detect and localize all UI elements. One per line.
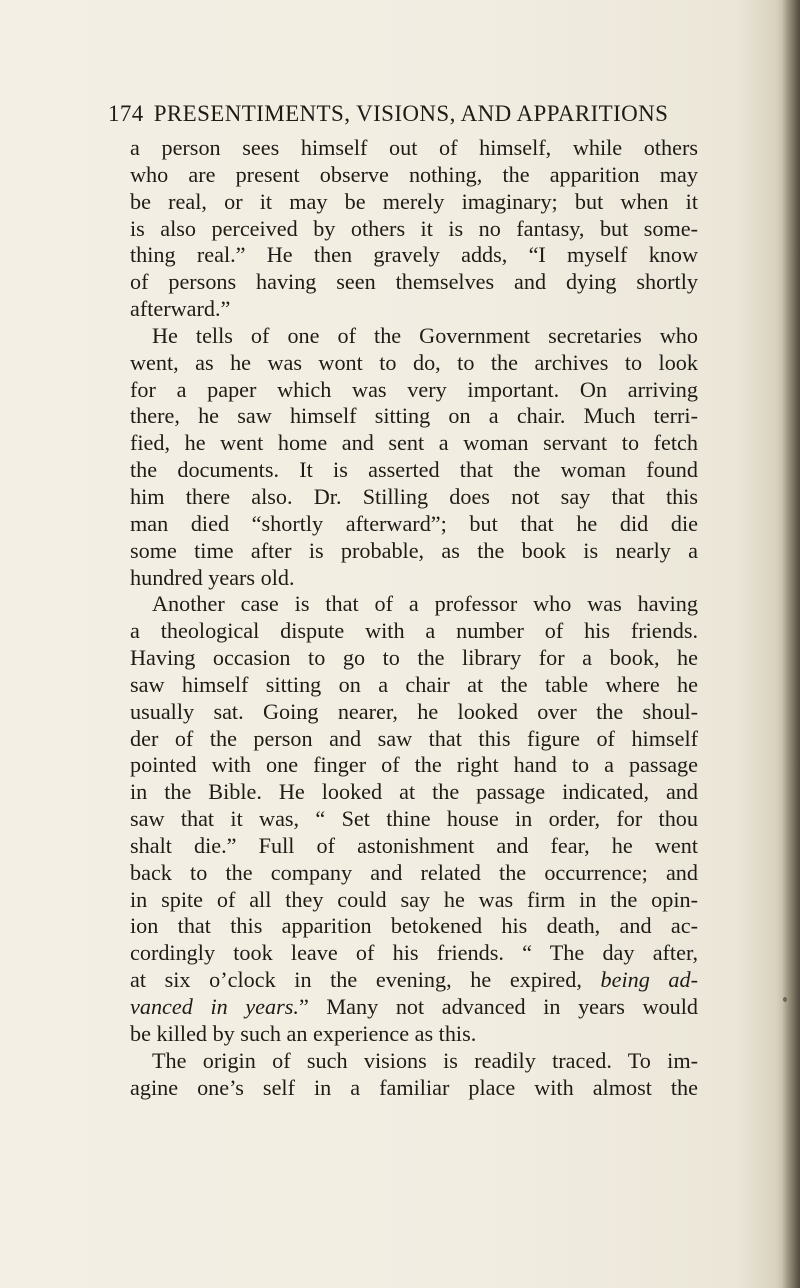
text-line: back to the company and related the occurrence; and xyxy=(130,859,698,885)
text-line: who are present observe nothing, the apparition may xyxy=(130,161,698,187)
text-line: man died “shortly afterward”; but that he did die xyxy=(130,510,698,536)
text-line: saw that it was, “ Set thine house in order, for thou xyxy=(130,806,698,832)
paper-speck xyxy=(783,997,787,1002)
text-line: fied, he went home and sent a woman servant to fetch xyxy=(130,430,698,456)
text-line: is also perceived by others it is no fantasy, but some- xyxy=(130,215,698,241)
text-line: be killed by such an experience as this. xyxy=(130,1020,477,1046)
text-line: usually sat. Going nearer, he looked over the shoul- xyxy=(130,698,698,724)
text-line: for a paper which was very important. On arriving xyxy=(130,376,698,402)
text-line: some time after is probable, as the book is nearly a xyxy=(130,537,698,563)
text-line: der of the person and saw that this figure of himself xyxy=(130,725,698,751)
text-line: thing real.” He then gravely adds, “I myself know xyxy=(130,242,698,268)
body-text xyxy=(130,135,698,1101)
text-line: shalt die.” Full of astonishment and fear, he went xyxy=(130,832,698,858)
text-line: of persons having seen themselves and dying shortly xyxy=(130,269,698,295)
text-line: He tells of one of the Government secretaries who xyxy=(152,322,698,348)
text-line: saw himself sitting on a chair at the table where he xyxy=(130,671,698,697)
text-line: a theological dispute with a number of his friends. xyxy=(130,618,698,644)
text-line: the documents. It is asserted that the woman found xyxy=(130,457,698,483)
text-line: hundred years old. xyxy=(130,564,295,590)
text-line: there, he saw himself sitting on a chair. Much terri- xyxy=(130,403,698,429)
text-line: agine one’s self in a familiar place with almost the xyxy=(130,1074,698,1100)
text-line: The origin of such visions is readily traced. To im- xyxy=(152,1047,698,1073)
text-line xyxy=(130,967,698,994)
italic-span: being ad- xyxy=(600,967,698,993)
text-span: ” Many not advanced in years would xyxy=(298,994,698,1019)
page-edge-shadow xyxy=(782,0,800,1288)
text-line: pointed with one finger of the right hand to a passage xyxy=(130,752,698,778)
text-line: in spite of all they could say he was firm in the opin- xyxy=(130,886,698,912)
text-line: afterward.” xyxy=(130,296,231,322)
text-line: a person sees himself out of himself, while others xyxy=(130,135,698,160)
text-line: ion that this apparition betokened his death, and ac- xyxy=(130,913,698,939)
text-line: Having occasion to go to the library for a book, he xyxy=(130,645,698,671)
running-head xyxy=(108,99,718,129)
text-line: Another case is that of a professor who was having xyxy=(152,591,698,617)
chapter-title: PRESENTIMENTS, VISIONS, AND APPARITIONS xyxy=(153,101,669,126)
text-line: in the Bible. He looked at the passage indicated, and xyxy=(130,779,698,805)
text-line: went, as he was wont to do, to the archives to look xyxy=(130,349,698,375)
text-line: him there also. Dr. Stilling does not say that this xyxy=(130,483,698,509)
page-number: 174 xyxy=(108,101,144,126)
text-line xyxy=(130,994,698,1021)
italic-span: vanced in years. xyxy=(130,994,299,1019)
text-line: be real, or it may be merely imaginary; but when it xyxy=(130,188,698,214)
text-span: at six o’clock in the evening, he expired, xyxy=(130,967,601,993)
text-line: cordingly took leave of his friends. “ The day after, xyxy=(130,940,698,966)
